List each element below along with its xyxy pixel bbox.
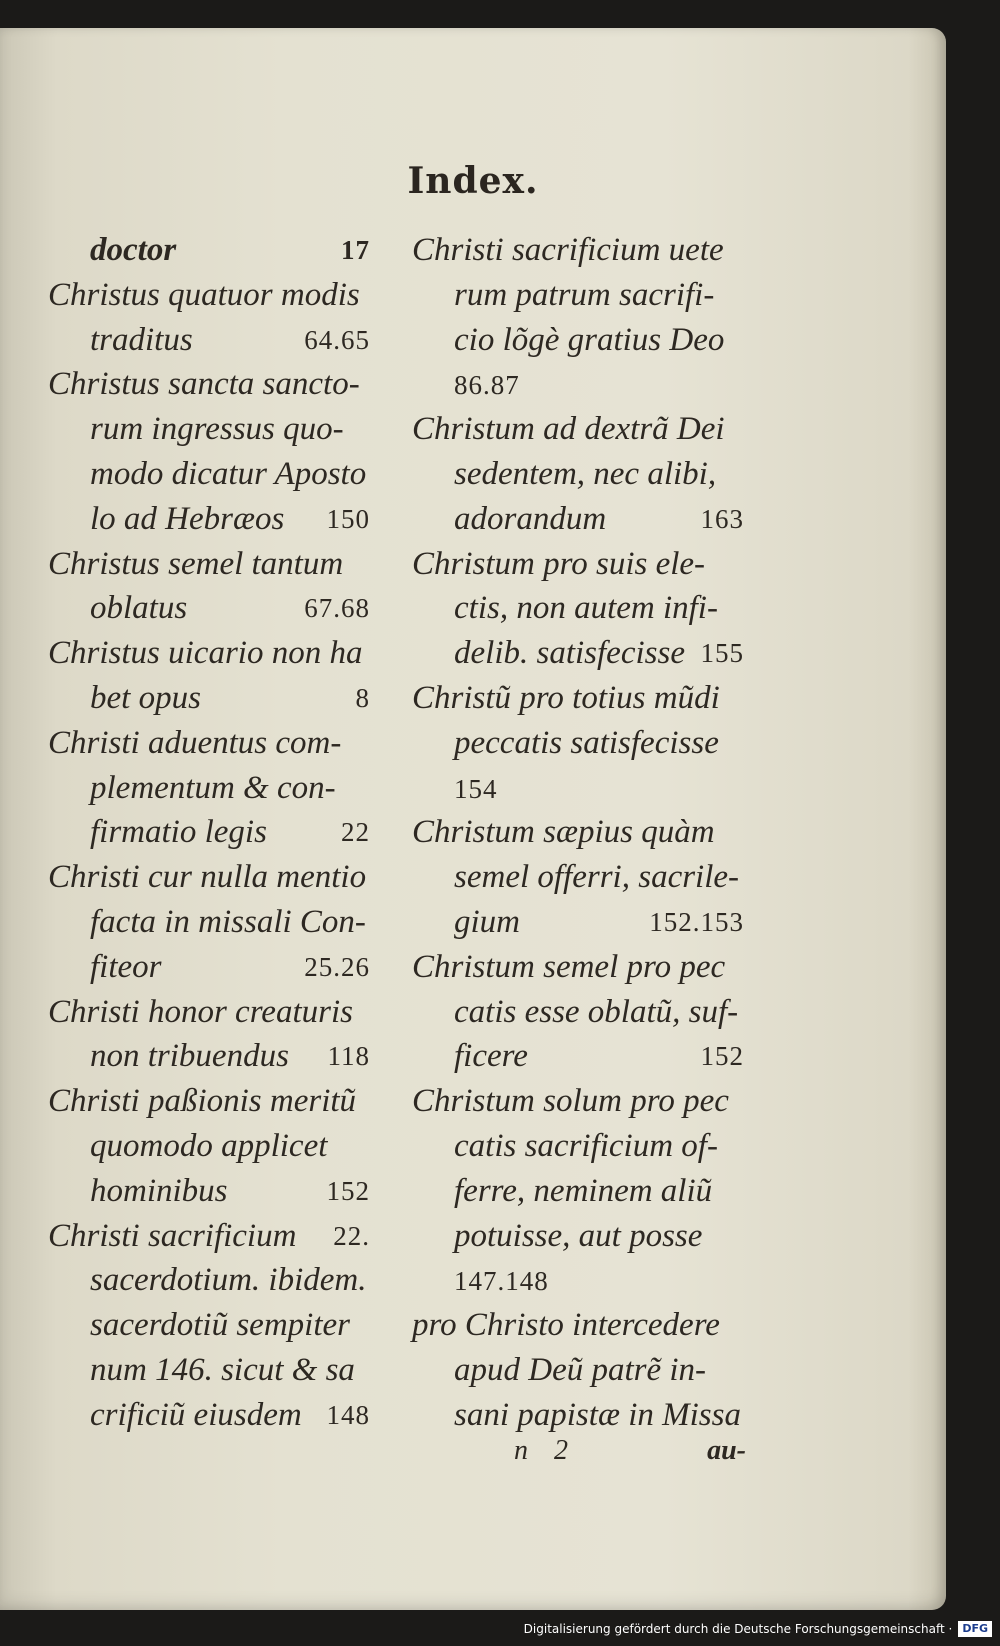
index-line [48, 1258, 370, 1303]
index-entry-text: modo dicatur Aposto [90, 455, 367, 492]
index-entry-text: Christi cur nulla mentio [48, 859, 367, 896]
index-line [412, 497, 744, 542]
index-entry-text: Christi sacrificium [48, 1217, 297, 1254]
index-entry-text: Christi honor creaturis [48, 993, 353, 1030]
index-column-right [412, 228, 744, 1438]
index-entry-text: num 146. sicut & sa [90, 1351, 355, 1388]
index-line [412, 273, 744, 318]
index-page-number: 118 [327, 1041, 370, 1072]
index-line [412, 542, 744, 587]
index-line [412, 631, 744, 676]
index-entry-text: catis sacrificium of- [454, 1127, 718, 1164]
index-entry-text: sacerdotium. ibidem. [90, 1262, 367, 1299]
index-entry-text: delib. satisfecisse [454, 635, 685, 672]
index-line [412, 1258, 744, 1303]
index-line [412, 1124, 744, 1169]
index-entry-text: quomodo applicet [90, 1127, 328, 1164]
index-line [412, 1034, 744, 1079]
page-title: Index. [407, 160, 539, 202]
index-line [412, 1079, 744, 1124]
index-line [412, 1393, 744, 1438]
index-line [48, 1124, 370, 1169]
signature-leaf: 2 [554, 1435, 568, 1466]
index-line [412, 990, 744, 1035]
index-entry-text: Christus sancta sancto- [48, 366, 360, 403]
index-entry-text: potuisse, aut posse [454, 1217, 703, 1254]
index-page-number: 152.153 [649, 906, 744, 937]
index-line [48, 1079, 370, 1124]
index-page-number: 148 [326, 1399, 370, 1430]
index-entry-text: ficere [454, 1038, 528, 1075]
index-line [412, 228, 744, 273]
index-entry-text: cio lõgè gratius Deo [454, 321, 725, 358]
index-page-number: 8 [355, 682, 370, 713]
index-line [48, 721, 370, 766]
index-line [412, 945, 744, 990]
index-line [48, 542, 370, 587]
index-entry-text: fiteor [90, 948, 162, 985]
index-line [48, 1169, 370, 1214]
index-entry-text: Christum solum pro pec [412, 1083, 729, 1120]
index-page-number: 152 [700, 1041, 744, 1072]
index-line [48, 362, 370, 407]
index-page-number: 64.65 [304, 324, 370, 355]
index-line [412, 362, 744, 407]
book-page [0, 28, 946, 1610]
footer-text: Digitalisierung gefördert durch die Deutsche Forschungsgemeinschaft · [523, 1622, 953, 1636]
index-entry-text: oblatus [90, 590, 188, 627]
index-entry-text: rum patrum sacrifi- [454, 276, 715, 313]
signature-mark: n [514, 1435, 528, 1466]
index-entry-text: 147.148 [454, 1266, 549, 1297]
index-entry-text: Christi aduentus com- [48, 724, 342, 761]
index-entry-text: sani papistæ in Missa [454, 1396, 741, 1433]
index-line [48, 1348, 370, 1393]
index-page-number: 22 [341, 817, 370, 848]
index-line [412, 1348, 744, 1393]
index-line [48, 676, 370, 721]
index-entry-text: hominibus [90, 1172, 228, 1209]
index-entry-text: semel offerri, sacrile- [454, 859, 740, 896]
index-entry-text: Christum semel pro pec [412, 948, 726, 985]
index-entry-text: Christum ad dextrã Dei [412, 411, 725, 448]
index-entry-text: doctor [90, 232, 177, 268]
index-line [412, 1169, 744, 1214]
index-line [48, 855, 370, 900]
index-line [48, 766, 370, 811]
index-entry-text: sacerdotiũ sempiter [90, 1307, 350, 1344]
index-line [48, 1214, 370, 1259]
index-page-number: 25.26 [304, 951, 370, 982]
index-line [48, 900, 370, 945]
index-entry-text: sedentem, nec alibi, [454, 455, 717, 492]
index-line [412, 1214, 744, 1259]
index-line [412, 766, 744, 811]
index-line [48, 1393, 370, 1438]
index-entry-text: ctis, non autem infi- [454, 590, 718, 627]
index-entry-text: traditus [90, 321, 193, 358]
index-line [412, 318, 744, 363]
index-line [48, 273, 370, 318]
index-entry-text: Christum pro suis ele- [412, 545, 706, 582]
catchword: au- [707, 1435, 746, 1466]
index-entry-text: Christi sacrificium uete [412, 232, 724, 268]
index-line [48, 945, 370, 990]
index-page-number: 155 [700, 638, 744, 669]
index-page-number: 22. [333, 1220, 370, 1251]
index-entry-text: firmatio legis [90, 814, 267, 851]
index-line [48, 228, 370, 273]
index-line [412, 586, 744, 631]
index-line [48, 497, 370, 542]
index-line [48, 1303, 370, 1348]
index-entry-text: Christum sæpius quàm [412, 814, 715, 851]
index-entry-text: rum ingressus quo- [90, 411, 344, 448]
index-line [412, 676, 744, 721]
index-entry-text: Christi paßionis meritũ [48, 1083, 357, 1120]
index-line [48, 810, 370, 855]
index-entry-text: plementum & con- [90, 769, 336, 806]
index-line [412, 452, 744, 497]
index-line [412, 407, 744, 452]
index-line [412, 1303, 744, 1348]
index-page-number: 152 [326, 1175, 370, 1206]
index-line [48, 631, 370, 676]
index-entry-text: catis esse oblatũ, suf- [454, 993, 739, 1030]
index-page-number: 163 [700, 503, 744, 534]
index-line [412, 721, 744, 766]
index-line [48, 990, 370, 1035]
index-line [412, 900, 744, 945]
index-entry-text: facta in missali Con- [90, 903, 366, 940]
index-entry-text: 154 [454, 773, 498, 804]
index-entry-text: peccatis satisfecisse [454, 724, 719, 761]
dfg-logo: DFG [958, 1621, 992, 1637]
index-column-left [48, 228, 370, 1438]
index-line [48, 318, 370, 363]
index-line [48, 586, 370, 631]
index-page-number: 67.68 [304, 593, 370, 624]
index-entry-text: Christus uicario non ha [48, 635, 363, 672]
index-entry-text: bet opus [90, 679, 201, 716]
index-entry-text: 86.87 [454, 370, 520, 401]
index-line [412, 855, 744, 900]
index-entry-text: apud Deũ patrẽ in- [454, 1351, 707, 1388]
index-line [412, 810, 744, 855]
footer-credit [524, 1618, 992, 1640]
index-line [48, 1034, 370, 1079]
index-page-number: 150 [326, 503, 370, 534]
index-entry-text: pro Christo intercedere [412, 1307, 720, 1344]
index-line [48, 407, 370, 452]
index-page-number: 17 [341, 235, 370, 265]
index-entry-text: adorandum [454, 500, 607, 537]
index-entry-text: non tribuendus [90, 1038, 289, 1075]
signature-line [514, 1435, 746, 1475]
index-entry-text: crificiũ eiusdem [90, 1396, 302, 1433]
index-entry-text: Christus semel tantum [48, 545, 344, 582]
index-entry-text: lo ad Hebræos [90, 500, 285, 537]
index-entry-text: gium [454, 903, 520, 940]
index-entry-text: Christũ pro totius mũdi [412, 679, 720, 716]
index-entry-text: Christus quatuor modis [48, 276, 360, 313]
index-entry-text: ferre, neminem aliũ [454, 1172, 713, 1209]
index-line [48, 452, 370, 497]
